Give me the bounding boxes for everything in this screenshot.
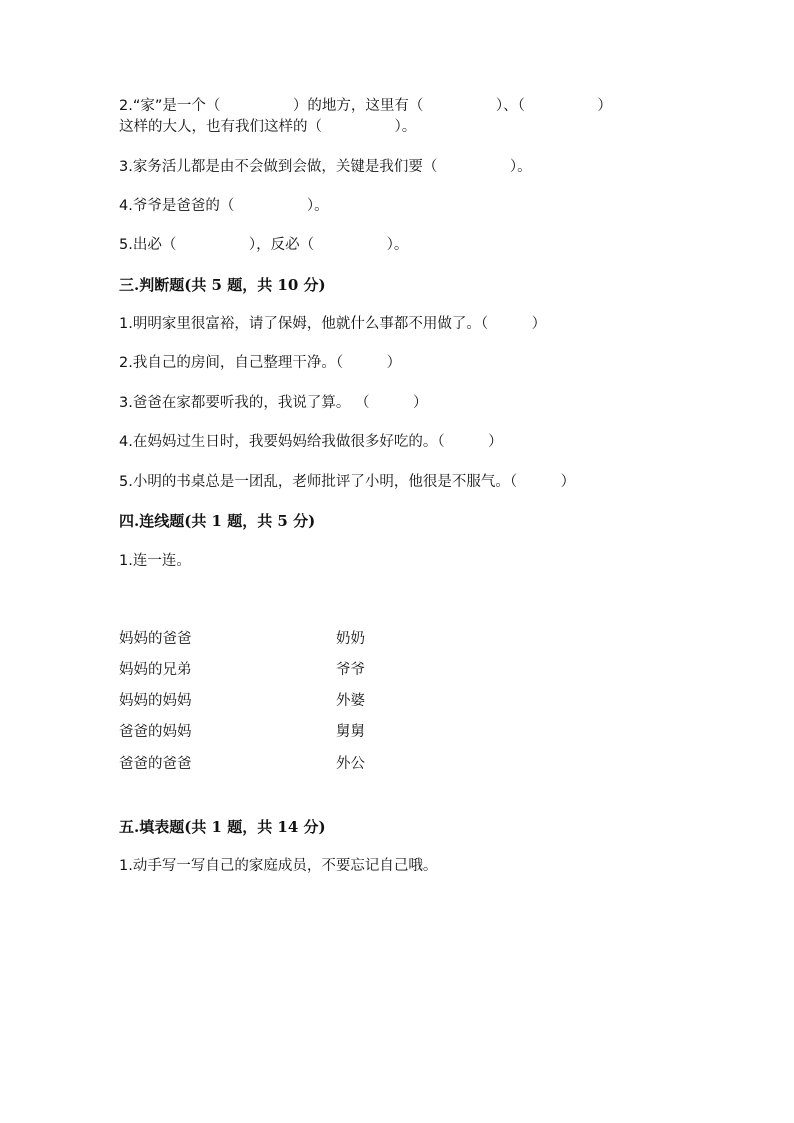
judge-question-4: 4.在妈妈过生日时，我要妈妈给我做很多好吃的。（ ） <box>119 434 503 450</box>
match-right-item: 奶奶 <box>336 631 365 647</box>
match-question-1: 1.连一连。 <box>119 553 191 569</box>
match-left-item: 爸爸的爸爸 <box>119 756 192 772</box>
match-left-item: 妈妈的兄弟 <box>119 662 192 678</box>
section-4-heading: 四.连线题(共 1 题，共 5 分) <box>119 512 316 530</box>
fill-question-4: 4.爷爷是爸爸的（ ）。 <box>119 198 329 214</box>
match-left-item: 爸爸的妈妈 <box>119 724 192 740</box>
match-right-item: 外公 <box>336 756 365 772</box>
fill-question-3: 3.家务活儿都是由不会做到会做，关键是我们要（ ）。 <box>119 159 532 175</box>
judge-question-3: 3.爸爸在家都要听我的，我说了算。 （ ） <box>119 395 428 411</box>
match-right-item: 外婆 <box>336 693 365 709</box>
judge-question-1: 1.明明家里很富裕，请了保姆，他就什么事都不用做了。（ ） <box>119 316 547 332</box>
judge-question-2: 2.我自己的房间，自己整理干净。（ ） <box>119 355 402 371</box>
section-5-heading: 五.填表题(共 1 题，共 14 分) <box>119 818 326 836</box>
fill-question-2-line-1: 2.“家”是一个（ ）的地方，这里有（ ）、（ ） <box>119 98 612 114</box>
fill-question-5: 5.出必（ ），反必（ ）。 <box>119 237 409 253</box>
table-question-1: 1.动手写一写自己的家庭成员，不要忘记自己哦。 <box>119 858 438 874</box>
match-left-item: 妈妈的妈妈 <box>119 693 192 709</box>
judge-question-5: 5.小明的书桌总是一团乱，老师批评了小明，他很是不服气。（ ） <box>119 474 576 490</box>
match-left-item: 妈妈的爸爸 <box>119 631 192 647</box>
section-3-heading: 三.判断题(共 5 题，共 10 分) <box>119 276 326 294</box>
match-right-item: 舅舅 <box>336 724 365 740</box>
match-right-item: 爷爷 <box>336 662 365 678</box>
fill-question-2-line-2: 这样的大人，也有我们这样的（ ）。 <box>119 119 417 135</box>
